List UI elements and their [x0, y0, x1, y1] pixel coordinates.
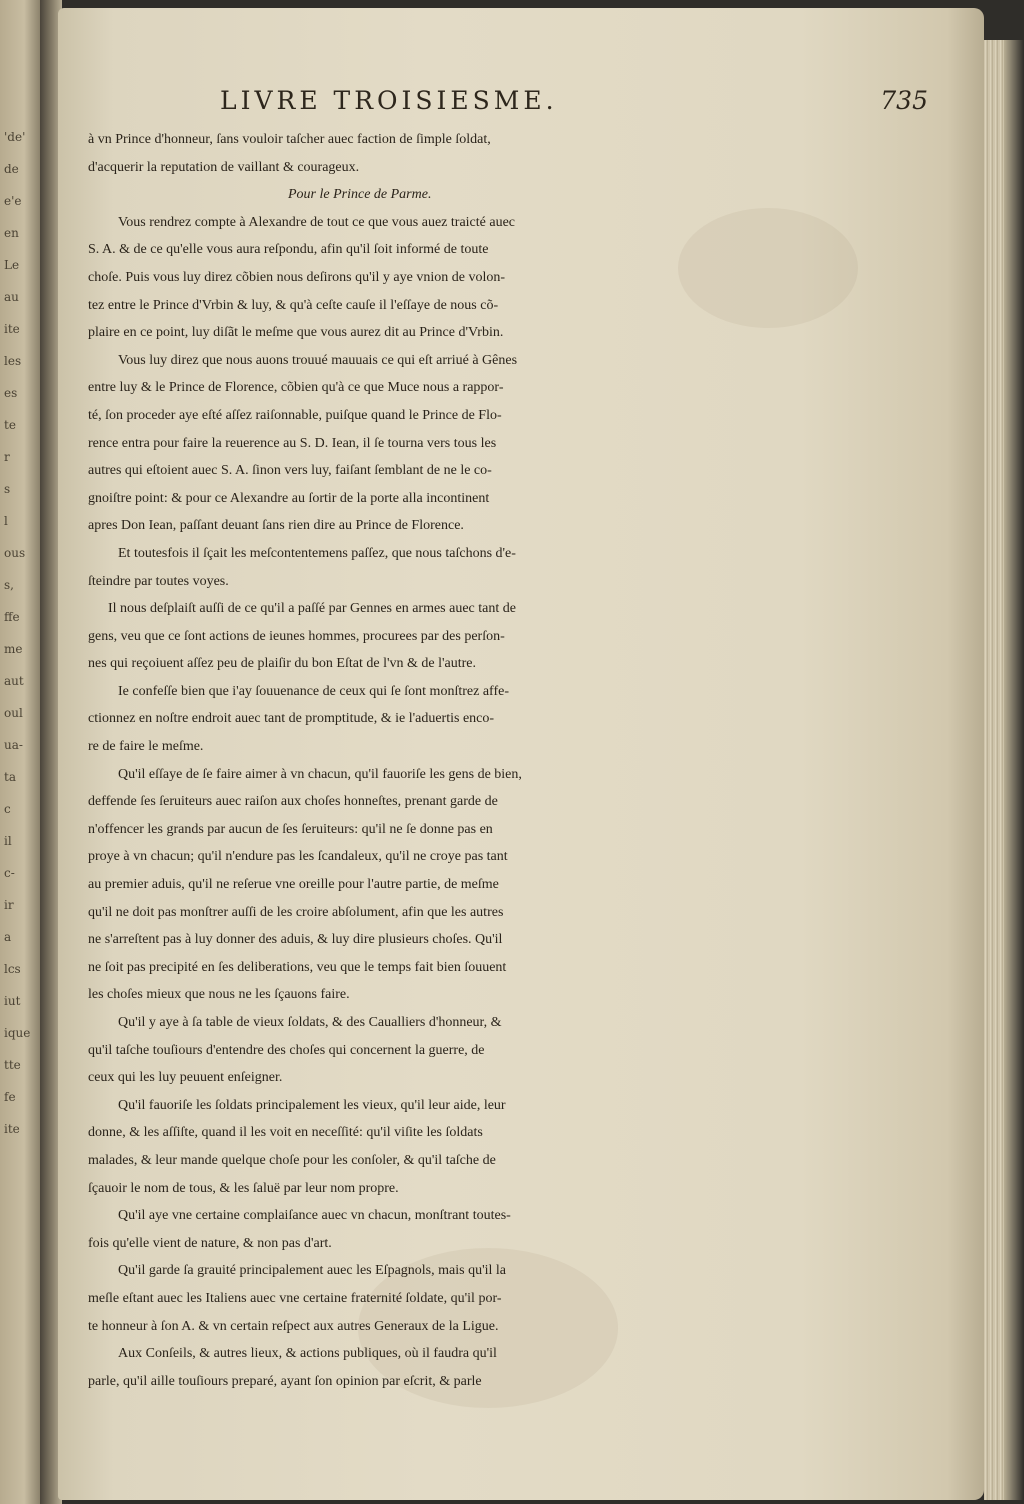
text-line: meſle eſtant auec les Italiens auec vne certaine fraternité ſoldate, qu'il por-	[88, 1290, 502, 1306]
text-line: au premier aduis, qu'il ne reſerue vne oreille pour l'autre partie, de meſme	[88, 877, 499, 893]
facing-page-fragment: ir	[4, 898, 14, 912]
text-line: te honneur à ſon A. & vn certain reſpect aux autres Generaux de la Ligue.	[88, 1318, 499, 1334]
text-line: ceux qui les luy peuuent enſeigner.	[88, 1070, 283, 1086]
text-line: proye à vn chacun; qu'il n'endure pas les ſcandaleux, qu'il ne croye pas tant	[88, 849, 508, 865]
text-line: Aux Conſeils, & autres lieux, & actions publiques, où il faudra qu'il	[118, 1346, 497, 1362]
facing-page-fragment: c	[4, 802, 11, 816]
facing-page-fragment: ffe	[4, 610, 20, 624]
text-line: qu'il taſche touſiours d'entendre des choſes qui concernent la guerre, de	[88, 1042, 485, 1058]
facing-page-fragment: me	[4, 642, 23, 656]
facing-page-fragment: es	[4, 386, 18, 400]
text-line: entre luy & le Prince de Florence, cõbien qu'à ce que Muce nous a rappor-	[88, 380, 504, 396]
text-line: n'offencer les grands par aucun de ſes ſeruiteurs: qu'il ne ſe donne pas en	[88, 821, 493, 837]
facing-page-edge	[0, 0, 44, 1504]
folio-number: 735	[880, 86, 928, 115]
text-line: Et toutesfois il ſçait les meſcontentemens paſſez, que nous taſchons d'e-	[118, 545, 516, 561]
facing-page-fragment: ite	[4, 322, 20, 336]
facing-page-fragment: ite	[4, 1122, 20, 1136]
facing-page-fragment: aut	[4, 674, 24, 688]
text-block	[88, 126, 978, 1395]
page-edges	[984, 40, 1024, 1500]
text-line: plaire en ce point, luy diſãt le meſme que vous aurez dit au Prince d'Vrbin.	[88, 325, 504, 341]
text-line: Qu'il eſſaye de ſe faire aimer à vn chacun, qu'il fauoriſe les gens de bien,	[118, 766, 522, 782]
text-line: rence entra pour faire la reuerence au S. D. Iean, il ſe tourna vers tous les	[88, 435, 497, 451]
facing-page-fragment: ous	[4, 546, 26, 560]
text-line: donne, & les aſſiſte, quand il les voit en neceſſité: qu'il viſite les ſoldats	[88, 1125, 483, 1141]
facing-page-fragment: l	[4, 514, 8, 528]
text-line: autres qui eſtoient auec S. A. ſinon vers luy, faiſant ſemblant de ne le co-	[88, 463, 492, 479]
text-line: apres Don Iean, paſſant deuant ſans rien dire au Prince de Florence.	[88, 518, 464, 534]
facing-page-fragment: r	[4, 450, 10, 464]
text-line: fois qu'elle vient de nature, & non pas d'art.	[88, 1235, 332, 1251]
facing-page-fragment: tte	[4, 1058, 21, 1072]
text-line: S. A. & de ce qu'elle vous aura reſpondu, afin qu'il ſoit informé de toute	[88, 242, 489, 258]
text-line: à vn Prince d'honneur, ſans vouloir taſcher auec faction de ſimple ſoldat,	[88, 132, 491, 147]
text-line: d'acquerir la reputation de vaillant & courageux.	[88, 159, 360, 175]
facing-page-fragment: s	[4, 482, 11, 496]
facing-page-fragment: a	[4, 930, 12, 944]
text-line: Vous luy direz que nous auons trouué mauuais ce qui eſt arriué à Gênes	[118, 352, 518, 368]
facing-page-fragment: les	[4, 354, 22, 368]
text-line: gnoiſtre point: & pour ce Alexandre au ſortir de la porte alla incontinent	[88, 490, 490, 506]
facing-page-fragment: oul	[4, 706, 23, 720]
facing-page-fragment: s,	[4, 578, 14, 592]
section-subheading: Pour le Prince de Parme.	[288, 187, 432, 203]
text-line: nes qui reçoiuent aſſez peu de plaiſir du bon Eſtat de l'vn & de l'autre.	[88, 656, 476, 672]
facing-page-fragment: c-	[4, 866, 15, 880]
facing-page-fragment: au	[4, 290, 19, 304]
facing-page-fragment: ique	[4, 1026, 31, 1040]
text-line: ne ſoit pas precipité en ſes deliberations, veu que le temps fait bien ſouuent	[88, 959, 507, 975]
text-line: gens, veu que ce ſont actions de ieunes hommes, procurees par des perſon-	[88, 628, 505, 644]
text-line: qu'il ne doit pas monſtrer auſſi de les croire abſolument, afin que les autres	[88, 904, 504, 920]
text-line: choſe. Puis vous luy direz cõbien nous deſirons qu'il y aye vnion de volon-	[88, 269, 506, 285]
text-line: tez entre le Prince d'Vrbin & luy, & qu'à ceſte cauſe il l'eſſaye de nous cõ-	[88, 297, 499, 313]
facing-page-fragment: lcs	[4, 962, 21, 976]
text-line: ne s'arreſtent pas à luy donner des aduis, & luy dire plusieurs choſes. Qu'il	[88, 932, 503, 948]
facing-page-fragment: ta	[4, 770, 16, 784]
facing-page-fragment: fe	[4, 1090, 16, 1104]
text-line: deffende ſes ſeruiteurs auec raiſon aux choſes honneſtes, prenant garde de	[88, 794, 498, 810]
text-line: re de faire le meſme.	[88, 739, 204, 755]
text-line: ſteindre par toutes voyes.	[88, 573, 229, 589]
text-line: Qu'il fauoriſe les ſoldats principalement les vieux, qu'il leur aide, leur	[118, 1097, 506, 1113]
facing-page-fragment: il	[4, 834, 12, 848]
text-line: Ie confeſſe bien que i'ay ſouuenance de ceux qui ſe ſont monſtrez affe-	[118, 683, 509, 699]
text-line: ſçauoir le nom de tous, & les ſaluë par leur nom propre.	[88, 1180, 399, 1196]
facing-page-fragment: Le	[4, 258, 20, 272]
text-line: Qu'il garde ſa grauité principalement auec les Eſpagnols, mais qu'il la	[118, 1263, 506, 1279]
facing-page-fragment: en	[4, 226, 19, 240]
facing-page-fragment: de	[4, 162, 19, 176]
text-line: les choſes mieux que nous ne les ſçauons faire.	[88, 987, 350, 1003]
text-line: ctionnez en noſtre endroit auec tant de promptitude, & ie l'aduertis enco-	[88, 711, 495, 727]
text-line: Qu'il y aye à ſa table de vieux ſoldats, & des Caualliers d'honneur, &	[118, 1015, 502, 1030]
running-title: LIVRE TROISIESME.	[220, 86, 558, 115]
text-line: parle, qu'il aille touſiours preparé, ayant ſon opinion par eſcrit, & parle	[88, 1373, 482, 1389]
facing-page-fragment: e'e	[4, 194, 22, 208]
text-line: té, ſon proceder aye eſté aſſez raiſonnable, puiſque quand le Prince de Flo-	[88, 407, 502, 423]
facing-page-fragment: ua-	[4, 738, 23, 752]
running-header	[148, 86, 968, 126]
facing-page-fragment: 'de'	[4, 130, 26, 144]
facing-page-fragment: te	[4, 418, 16, 432]
facing-page-fragment: iut	[4, 994, 21, 1008]
text-line: malades, & leur mande quelque choſe pour les conſoler, & qu'il taſche de	[88, 1152, 496, 1168]
text-line: Il nous deſplaiſt auſſi de ce qu'il a paſſé par Gennes en armes auec tant de	[108, 601, 516, 617]
text-line: Qu'il aye vne certaine complaiſance auec vn chacun, monſtrant toutes-	[118, 1208, 511, 1224]
text-line: Vous rendrez compte à Alexandre de tout ce que vous auez traicté auec	[118, 214, 516, 230]
